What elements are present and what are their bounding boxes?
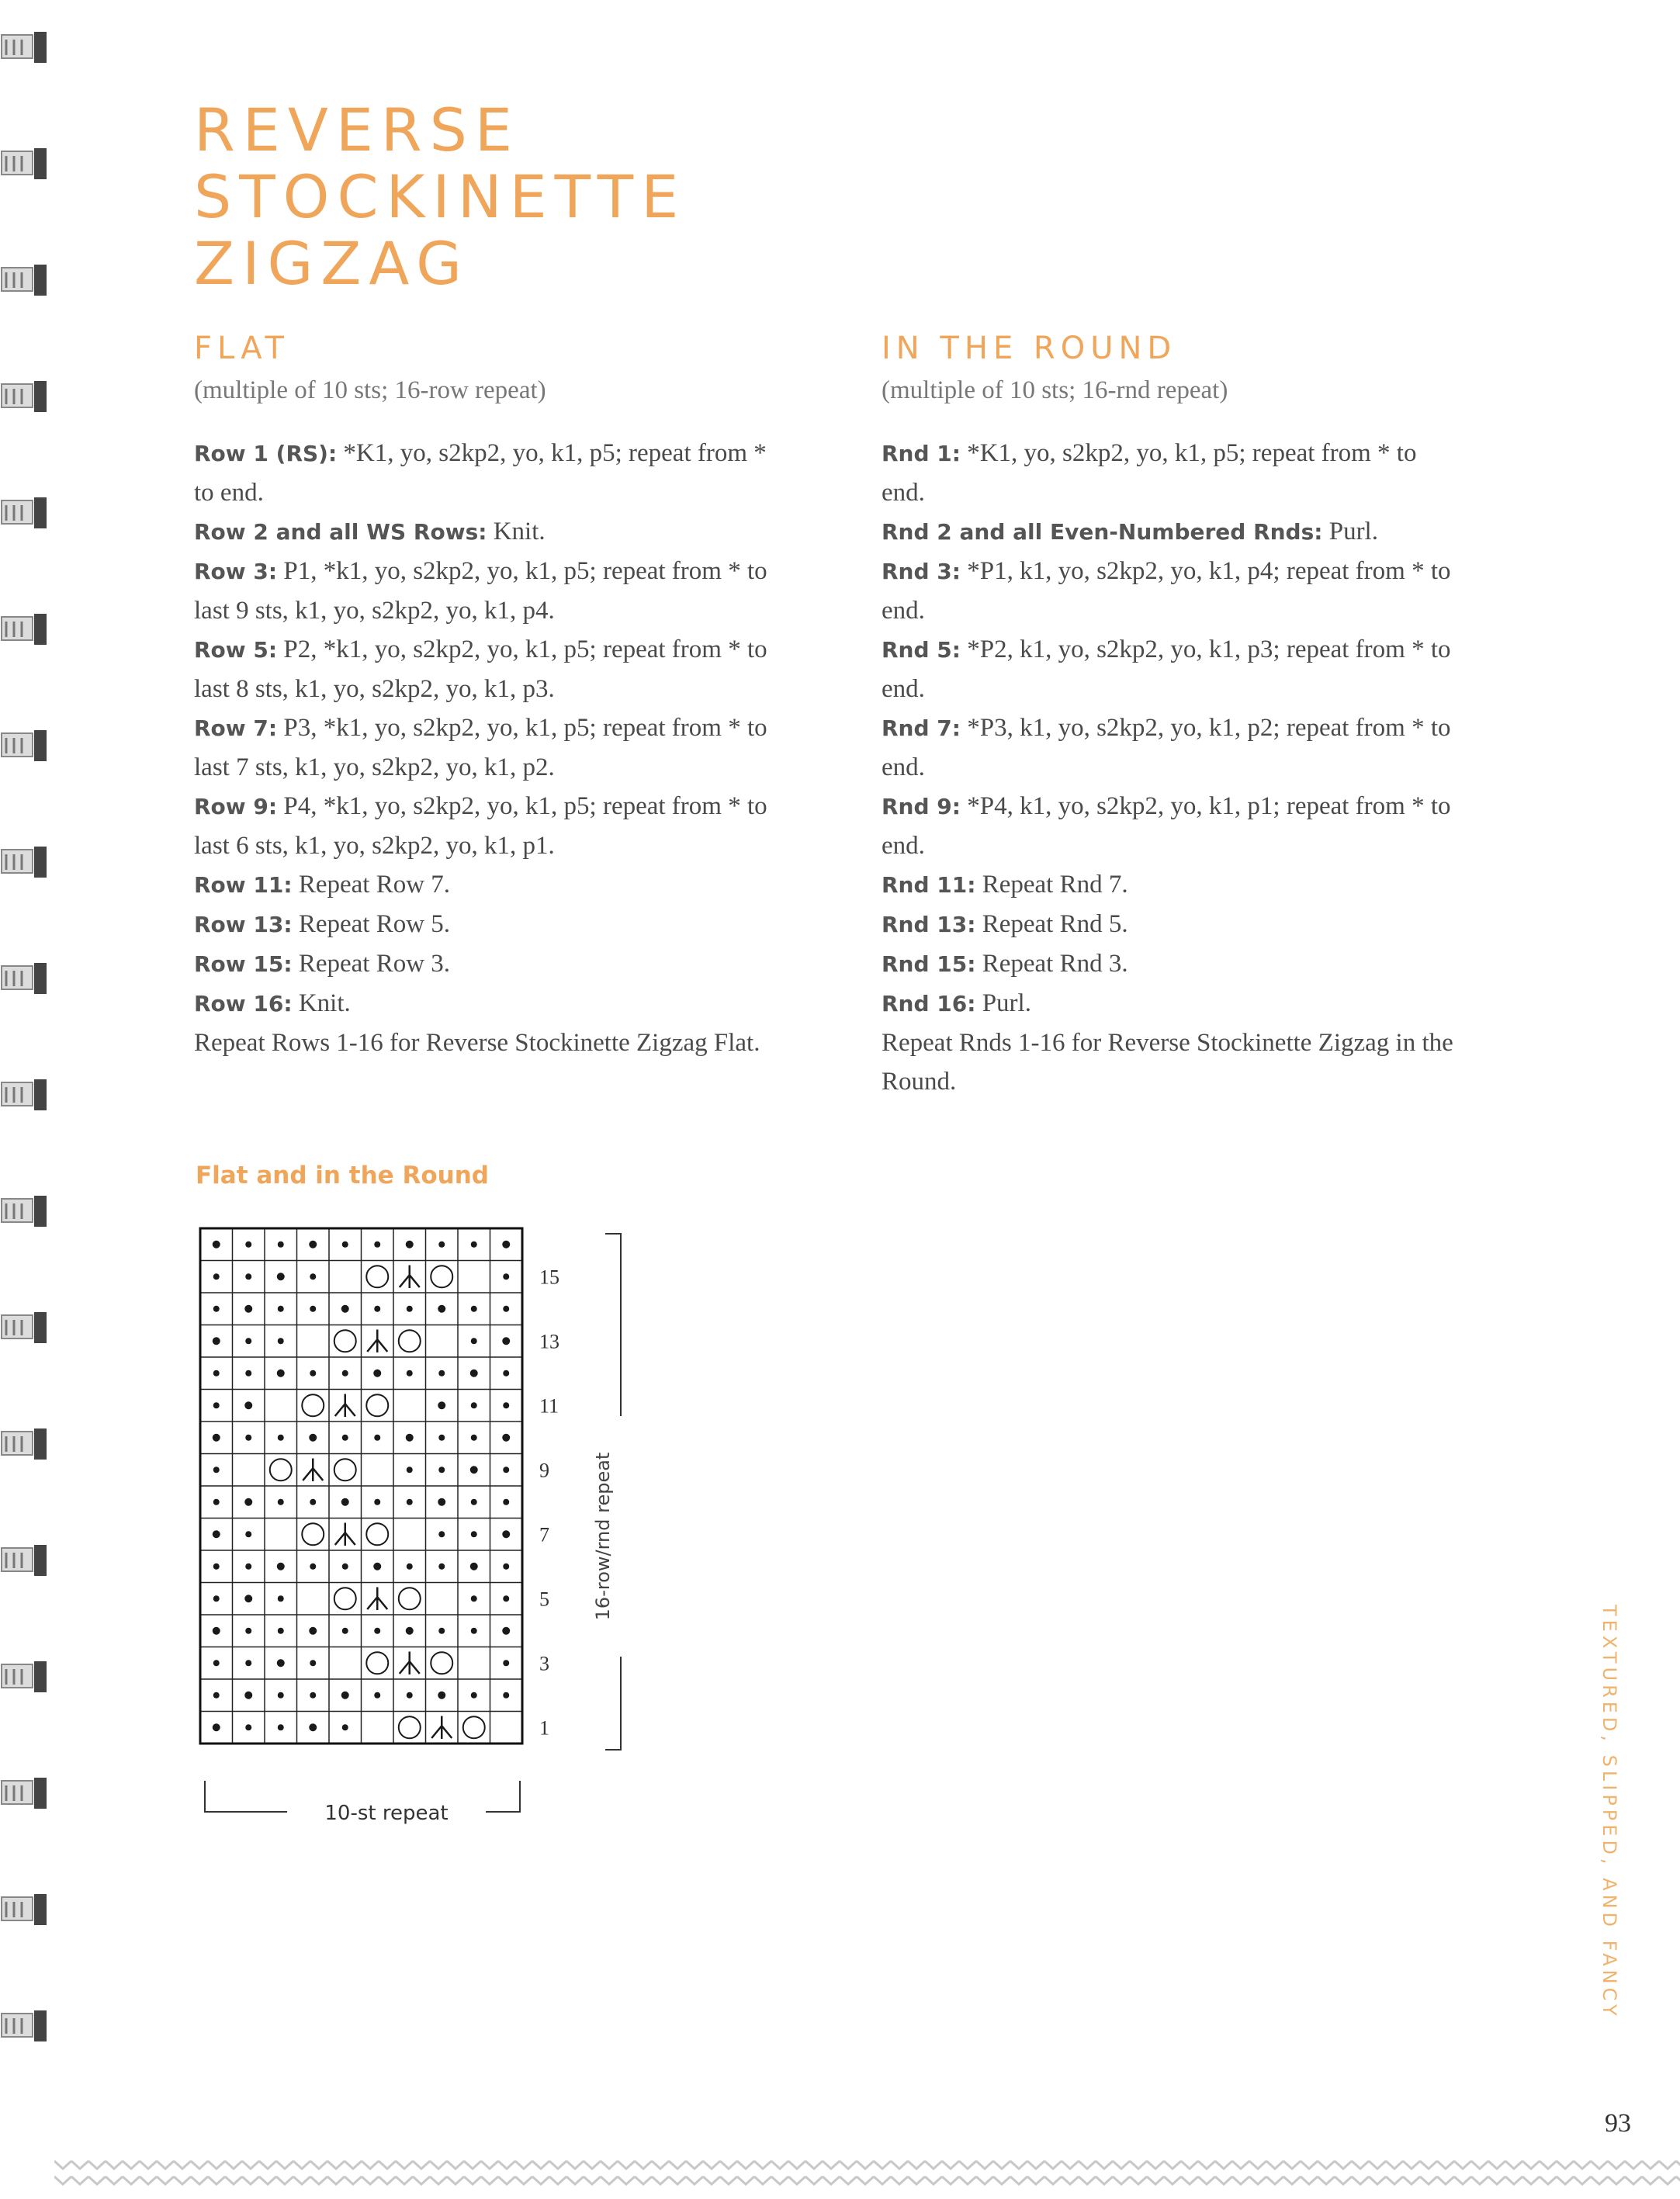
purl-dot: [245, 1273, 251, 1280]
flat-instruction-text: P3, *k1, yo, s2kp2, yo, k1, p5; repeat from * to last 7 sts, k1, yo, s2kp2, yo, k1, p2.: [194, 714, 767, 781]
purl-dot: [213, 1660, 220, 1666]
purl-dot: [309, 1241, 317, 1248]
round-instruction-label: Rnd 5:: [882, 637, 961, 663]
purl-dot: [245, 1628, 251, 1634]
spiral-coil: [2, 265, 47, 296]
flat-instruction-line: [194, 984, 768, 1023]
s2kp2-symbol: [431, 1716, 452, 1740]
round-instruction-label: Rnd 15:: [882, 951, 976, 977]
round-instruction-text: *P1, k1, yo, s2kp2, yo, k1, p4; repeat from * to end.: [882, 557, 1451, 625]
flat-instruction-text: P2, *k1, yo, s2kp2, yo, k1, p5; repeat from * to last 8 sts, k1, yo, s2kp2, yo, k1, p3.: [194, 635, 767, 703]
purl-dot: [502, 1241, 510, 1248]
flat-instruction-text: Knit.: [292, 989, 351, 1017]
round-instruction-label: Rnd 3:: [882, 559, 961, 584]
page-number: 93: [1605, 2109, 1631, 2138]
purl-dot: [245, 1531, 251, 1537]
spiral-coil: [2, 1778, 47, 1809]
round-section: [882, 330, 1456, 1101]
purl-dot: [503, 1273, 509, 1280]
round-instruction-label: Rnd 16:: [882, 991, 976, 1016]
yarn-over-circle: [431, 1652, 452, 1674]
flat-instruction-label: Row 1 (RS):: [194, 441, 338, 466]
purl-dot: [503, 1564, 509, 1570]
purl-dot: [213, 1434, 220, 1442]
purl-dot: [213, 1306, 220, 1312]
round-instructions: [882, 434, 1456, 1101]
purl-dot: [471, 1692, 477, 1699]
purl-dot: [213, 1273, 220, 1280]
purl-dot: [342, 1628, 348, 1634]
row-number: 7: [539, 1523, 549, 1546]
purl-dot: [213, 1723, 220, 1731]
yarn-over-circle: [366, 1652, 388, 1674]
spiral-coil: [2, 614, 47, 645]
flat-instruction-label: Row 15:: [194, 951, 293, 977]
spiral-coil: [2, 963, 47, 994]
round-instruction-text: Repeat Rnds 1-16 for Reverse Stockinette Zigzag in the Round.: [882, 1029, 1453, 1096]
purl-dot: [310, 1564, 316, 1570]
purl-dot: [213, 1370, 220, 1377]
flat-instruction-line: [194, 865, 768, 905]
flat-instruction-line: [194, 512, 768, 552]
spiral-coil: [2, 730, 47, 761]
s2kp2-symbol: [400, 1652, 420, 1675]
purl-dot: [213, 1530, 220, 1538]
round-heading: IN THE ROUND: [882, 331, 1177, 366]
purl-dot: [471, 1435, 477, 1441]
purl-dot: [278, 1628, 284, 1634]
purl-dot: [407, 1499, 413, 1505]
flat-instruction-label: Row 13:: [194, 912, 293, 937]
spiral-coil: [2, 1545, 47, 1576]
yarn-over-circle: [270, 1459, 292, 1480]
purl-dot: [502, 1434, 510, 1442]
purl-dot: [407, 1467, 413, 1473]
round-instruction-line: [882, 944, 1456, 984]
purl-dot: [438, 1564, 445, 1570]
flat-instruction-line: [194, 905, 768, 944]
s2kp2-symbol: [367, 1588, 387, 1611]
purl-dot: [244, 1401, 252, 1409]
purl-dot: [373, 1370, 381, 1377]
flat-instruction-line: [194, 787, 768, 865]
flat-instruction-text: Repeat Row 3.: [292, 950, 451, 978]
purl-dot: [374, 1435, 380, 1441]
round-instruction-label: Rnd 13:: [882, 912, 976, 937]
purl-dot: [310, 1370, 316, 1377]
purl-dot: [213, 1595, 220, 1602]
purl-dot: [245, 1724, 251, 1730]
purl-dot: [278, 1595, 284, 1602]
flat-instruction-line: [194, 552, 768, 630]
flat-instruction-line: [194, 944, 768, 984]
spiral-coil: [2, 1894, 47, 1925]
flat-instruction-text: Knit.: [487, 518, 546, 545]
purl-dot: [503, 1370, 509, 1377]
yarn-over-circle: [399, 1330, 421, 1352]
spiral-coil: [2, 497, 47, 528]
round-instruction-line: [882, 434, 1456, 512]
round-instruction-text: *P3, k1, yo, s2kp2, yo, k1, p2; repeat from * to end.: [882, 714, 1451, 781]
row-repeat-label: 16-row/rnd repeat: [592, 1452, 614, 1621]
spiral-coil: [2, 1312, 47, 1343]
flat-instruction-text: Repeat Row 5.: [292, 910, 451, 938]
purl-dot: [438, 1401, 445, 1409]
flat-subtitle: (multiple of 10 sts; 16-row repeat): [194, 376, 546, 404]
purl-dot: [278, 1692, 284, 1699]
purl-dot: [471, 1338, 477, 1344]
yarn-over-circle: [302, 1394, 324, 1416]
purl-dot: [342, 1724, 348, 1730]
round-instruction-text: Repeat Rnd 3.: [975, 950, 1128, 978]
round-instruction-text: *K1, yo, s2kp2, yo, k1, p5; repeat from * to end.: [882, 439, 1417, 507]
spiral-coil: [2, 847, 47, 878]
purl-dot: [406, 1434, 414, 1442]
row-number: 5: [539, 1588, 549, 1611]
purl-dot: [471, 1402, 477, 1408]
spiral-coil: [2, 1428, 47, 1460]
title-line-2: STOCKINETTE: [194, 162, 687, 231]
s2kp2-symbol: [303, 1459, 323, 1482]
purl-dot: [310, 1499, 316, 1505]
purl-dot: [309, 1627, 317, 1635]
purl-dot: [213, 1564, 220, 1570]
stitch-chart: [194, 1222, 675, 1843]
purl-dot: [503, 1467, 509, 1473]
purl-dot: [278, 1338, 284, 1344]
flat-instruction-label: Row 3:: [194, 559, 278, 584]
round-instruction-line: [882, 787, 1456, 865]
spiral-coil: [2, 148, 47, 179]
purl-dot: [470, 1466, 478, 1474]
flat-instruction-text: P4, *k1, yo, s2kp2, yo, k1, p5; repeat from * to last 6 sts, k1, yo, s2kp2, yo, k1, p1.: [194, 792, 767, 860]
flat-instruction-line: [194, 434, 768, 512]
flat-instruction-label: Row 11:: [194, 872, 293, 898]
purl-dot: [309, 1723, 317, 1731]
purl-dot: [503, 1402, 509, 1408]
chart-grid: [200, 1228, 522, 1744]
s2kp2-symbol: [367, 1330, 387, 1353]
purl-dot: [503, 1595, 509, 1602]
s2kp2-symbol: [335, 1523, 355, 1546]
flat-instruction-label: Row 5:: [194, 637, 278, 663]
round-instruction-line: [882, 865, 1456, 905]
purl-dot: [471, 1241, 477, 1248]
purl-dot: [277, 1370, 285, 1377]
flat-instruction-line: [194, 708, 768, 787]
purl-dot: [278, 1306, 284, 1312]
purl-dot: [245, 1435, 251, 1441]
purl-dot: [503, 1692, 509, 1699]
s2kp2-symbol: [335, 1394, 355, 1418]
purl-dot: [438, 1498, 445, 1506]
spiral-coil: [2, 32, 47, 63]
flat-instructions: [194, 434, 768, 1062]
flat-instruction-text: Repeat Rows 1-16 for Reverse Stockinette Zigzag Flat.: [194, 1029, 760, 1057]
flat-instruction-line: [194, 1023, 768, 1062]
purl-dot: [438, 1370, 445, 1377]
yarn-over-circle: [334, 1459, 356, 1480]
row-number: 13: [539, 1330, 559, 1353]
chart-title: Flat and in the Round: [196, 1162, 489, 1190]
zigzag-row: [54, 2161, 1680, 2169]
yarn-over-circle: [399, 1716, 421, 1738]
purl-dot: [278, 1724, 284, 1730]
purl-dot: [374, 1306, 380, 1312]
purl-dot: [438, 1305, 445, 1313]
round-instruction-line: [882, 630, 1456, 708]
round-subtitle: (multiple of 10 sts; 16-rnd repeat): [882, 376, 1228, 404]
flat-instruction-line: [194, 630, 768, 708]
round-instruction-label: Rnd 2 and all Even-Numbered Rnds:: [882, 519, 1323, 545]
purl-dot: [471, 1531, 477, 1537]
purl-dot: [503, 1306, 509, 1312]
row-number: 9: [539, 1459, 549, 1482]
purl-dot: [341, 1305, 349, 1313]
round-instruction-text: Purl.: [1322, 518, 1378, 545]
purl-dot: [310, 1660, 316, 1666]
purl-dot: [278, 1435, 284, 1441]
purl-dot: [245, 1370, 251, 1377]
spiral-binding: [0, 0, 54, 2199]
purl-dot: [407, 1564, 413, 1570]
zigzag-row: [54, 2176, 1680, 2184]
purl-dot: [438, 1241, 445, 1248]
purl-dot: [244, 1498, 252, 1506]
purl-dot: [503, 1660, 509, 1666]
purl-dot: [342, 1435, 348, 1441]
flat-instruction-text: Repeat Row 7.: [292, 871, 451, 899]
purl-dot: [406, 1241, 414, 1248]
purl-dot: [407, 1306, 413, 1312]
round-instruction-line: [882, 552, 1456, 630]
round-instruction-label: Rnd 9:: [882, 794, 961, 819]
round-instruction-label: Rnd 7:: [882, 715, 961, 741]
purl-dot: [471, 1499, 477, 1505]
purl-dot: [278, 1499, 284, 1505]
purl-dot: [245, 1338, 251, 1344]
purl-dot: [438, 1467, 445, 1473]
flat-instruction-text: *K1, yo, s2kp2, yo, k1, p5; repeat from * to end.: [194, 439, 767, 507]
row-number: 1: [539, 1716, 549, 1740]
purl-dot: [213, 1402, 220, 1408]
purl-dot: [471, 1628, 477, 1634]
purl-dot: [374, 1241, 380, 1248]
purl-dot: [471, 1306, 477, 1312]
purl-dot: [438, 1435, 445, 1441]
yarn-over-circle: [463, 1716, 485, 1738]
spiral-coil: [2, 1196, 47, 1227]
row-repeat-bracket-bottom: [605, 1657, 621, 1750]
purl-dot: [471, 1595, 477, 1602]
purl-dot: [310, 1306, 316, 1312]
flat-instruction-label: Row 16:: [194, 991, 293, 1016]
yarn-over-circle: [334, 1330, 356, 1352]
purl-dot: [213, 1499, 220, 1505]
round-instruction-label: Rnd 1:: [882, 441, 961, 466]
row-number: 3: [539, 1652, 549, 1675]
purl-dot: [244, 1692, 252, 1699]
row-number: 15: [539, 1266, 559, 1289]
stitch-repeat-bracket-right: [486, 1781, 520, 1812]
purl-dot: [502, 1627, 510, 1635]
purl-dot: [502, 1337, 510, 1345]
page-title: [194, 97, 686, 297]
spiral-coil: [2, 2010, 47, 2041]
purl-dot: [277, 1273, 285, 1280]
purl-dot: [309, 1434, 317, 1442]
row-repeat-bracket-top: [605, 1234, 621, 1416]
purl-dot: [374, 1628, 380, 1634]
flat-instruction-label: Row 7:: [194, 715, 278, 741]
stitch-repeat-label: 10-st repeat: [324, 1802, 449, 1825]
purl-dot: [244, 1595, 252, 1602]
flat-section: [194, 330, 768, 1062]
yarn-over-circle: [366, 1523, 388, 1545]
purl-dot: [374, 1499, 380, 1505]
purl-dot: [245, 1660, 251, 1666]
spiral-coil: [2, 1079, 47, 1110]
purl-dot: [213, 1692, 220, 1699]
purl-dot: [245, 1241, 251, 1248]
purl-dot: [278, 1241, 284, 1248]
purl-dot: [342, 1564, 348, 1570]
s2kp2-symbol: [400, 1266, 420, 1289]
round-instruction-text: *P2, k1, yo, s2kp2, yo, k1, p3; repeat from * to end.: [882, 635, 1451, 703]
yarn-over-circle: [334, 1588, 356, 1609]
decorative-zigzag-border: [54, 2153, 1680, 2192]
round-instruction-text: *P4, k1, yo, s2kp2, yo, k1, p1; repeat from * to end.: [882, 792, 1451, 860]
purl-dot: [277, 1563, 285, 1570]
purl-dot: [373, 1563, 381, 1570]
purl-dot: [341, 1692, 349, 1699]
yarn-over-circle: [399, 1588, 421, 1609]
title-line-1: REVERSE: [194, 95, 520, 164]
purl-dot: [277, 1659, 285, 1667]
flat-instruction-text: P1, *k1, yo, s2kp2, yo, k1, p5; repeat from * to last 9 sts, k1, yo, s2kp2, yo, k1, p4.: [194, 557, 767, 625]
spiral-coil: [2, 381, 47, 412]
yarn-over-circle: [366, 1394, 388, 1416]
purl-dot: [406, 1627, 414, 1635]
purl-dot: [244, 1305, 252, 1313]
yarn-over-circle: [302, 1523, 324, 1545]
round-instruction-text: Purl.: [975, 989, 1031, 1017]
round-instruction-text: Repeat Rnd 7.: [975, 871, 1128, 899]
row-number: 11: [539, 1394, 559, 1418]
purl-dot: [407, 1370, 413, 1377]
flat-instruction-label: Row 9:: [194, 794, 278, 819]
purl-dot: [341, 1498, 349, 1506]
round-instruction-line: [882, 905, 1456, 944]
spiral-coil: [2, 1661, 47, 1692]
purl-dot: [502, 1530, 510, 1538]
purl-dot: [438, 1692, 445, 1699]
purl-dot: [213, 1337, 220, 1345]
yarn-over-circle: [431, 1266, 452, 1287]
stitch-repeat-bracket-left: [205, 1781, 287, 1812]
purl-dot: [438, 1628, 445, 1634]
purl-dot: [342, 1370, 348, 1377]
round-instruction-line: [882, 512, 1456, 552]
purl-dot: [310, 1692, 316, 1699]
title-line-3: ZIGZAG: [194, 229, 469, 298]
round-instruction-line: [882, 708, 1456, 787]
purl-dot: [310, 1273, 316, 1280]
yarn-over-circle: [366, 1266, 388, 1287]
round-instruction-line: [882, 1023, 1456, 1101]
purl-dot: [470, 1563, 478, 1570]
purl-dot: [342, 1241, 348, 1248]
purl-dot: [245, 1564, 251, 1570]
purl-dot: [503, 1499, 509, 1505]
row-numbers: [539, 1266, 559, 1739]
round-instruction-text: Repeat Rnd 5.: [975, 910, 1128, 938]
purl-dot: [213, 1627, 220, 1635]
flat-heading: FLAT: [194, 331, 289, 366]
purl-dot: [213, 1241, 220, 1248]
purl-dot: [438, 1531, 445, 1537]
purl-dot: [213, 1467, 220, 1473]
purl-dot: [407, 1692, 413, 1699]
purl-dot: [374, 1692, 380, 1699]
round-instruction-line: [882, 984, 1456, 1023]
flat-instruction-label: Row 2 and all WS Rows:: [194, 519, 487, 545]
purl-dot: [470, 1370, 478, 1377]
round-instruction-label: Rnd 11:: [882, 872, 976, 898]
section-side-label: TEXTURED, SLIPPED, AND FANCY: [1599, 1605, 1620, 2020]
